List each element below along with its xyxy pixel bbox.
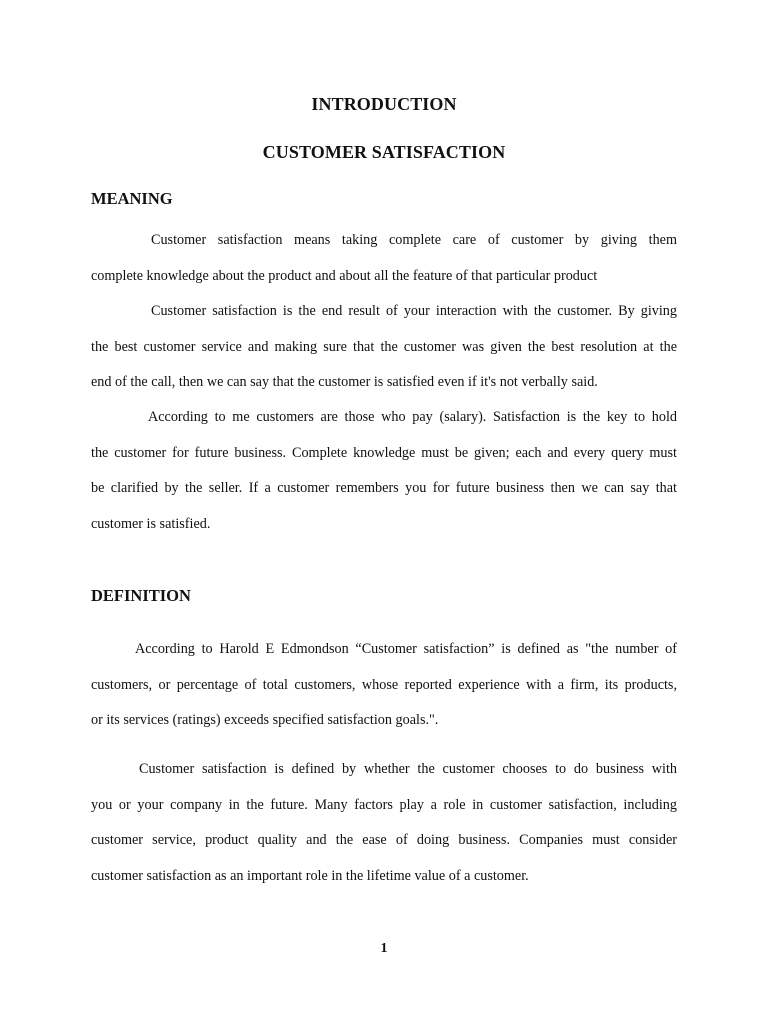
page-subtitle: CUSTOMER SATISFACTION [262, 142, 506, 162]
paragraph-line: Customer satisfaction is the end result of your interaction with the customer. By giving [151, 303, 677, 319]
meaning-paragraph-3 [91, 400, 677, 542]
paragraph-line: customer satisfaction as an important role in the lifetime value of a customer. [91, 867, 529, 884]
paragraph-line: customer is satisfied. [91, 515, 211, 532]
paragraph-line: you or your company in the future. Many factors play a role in customer satisfaction, including [91, 796, 677, 813]
meaning-heading: MEANING [91, 189, 173, 208]
definition-paragraph-2 [91, 752, 677, 894]
paragraph-line: the best customer service and making sure that the customer was given the best resolution at the [91, 338, 677, 355]
paragraph-line: Customer satisfaction is defined by whether the customer chooses to do business with [139, 761, 677, 777]
paragraph-line: Customer satisfaction means taking complete care of customer by giving them [151, 232, 677, 248]
paragraph-line: complete knowledge about the product and about all the feature of that particular product [91, 267, 598, 284]
meaning-paragraph-2 [91, 294, 677, 401]
paragraph-line: customer service, product quality and the ease of doing business. Companies must consider [91, 832, 677, 848]
paragraph-line: the customer for future business. Complete knowledge must be given; each and every query must [91, 444, 677, 461]
paragraph-line: be clarified by the seller. If a customer remembers you for future business then we can say that [91, 480, 677, 496]
paragraph-line: customers, or percentage of total customers, whose reported experience with a firm, its products, [91, 676, 677, 693]
paragraph-line: According to Harold E Edmondson “Customer satisfaction” is defined as "the number of [135, 641, 677, 657]
paragraph-line: According to me customers are those who pay (salary). Satisfaction is the key to hold [148, 409, 677, 425]
page-number: 1 [380, 941, 388, 956]
meaning-paragraph-1 [91, 223, 677, 294]
page-title: INTRODUCTION [311, 94, 457, 114]
paragraph-line: end of the call, then we can say that the customer is satisfied even if it's not verbally said. [91, 374, 598, 390]
paragraph-line: or its services (ratings) exceeds specified satisfaction goals.". [91, 712, 439, 728]
definition-heading: DEFINITION [91, 586, 191, 605]
definition-paragraph-1 [91, 632, 677, 739]
